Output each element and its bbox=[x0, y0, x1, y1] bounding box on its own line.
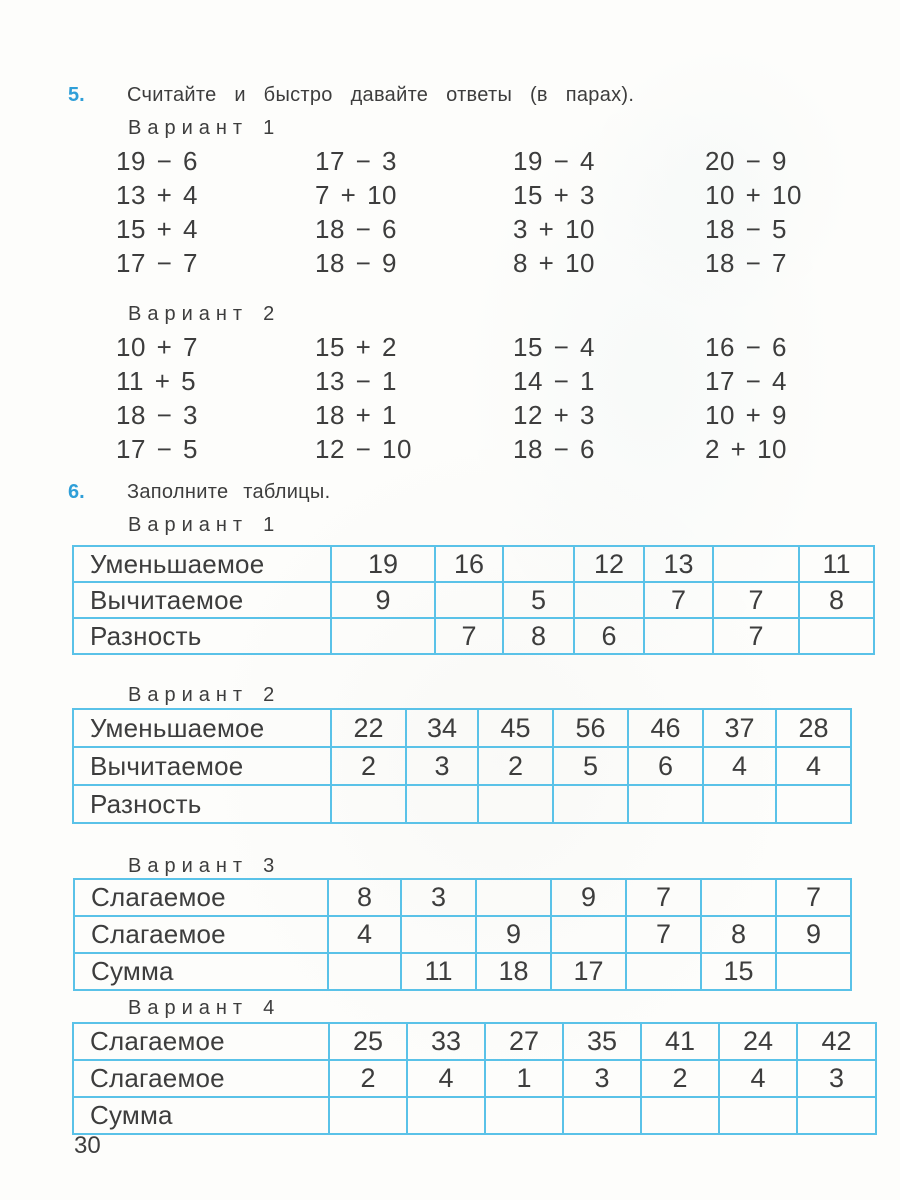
table-cell: 4 bbox=[703, 747, 776, 785]
table-cell: 9 bbox=[331, 582, 435, 618]
table-cell: 24 bbox=[719, 1023, 797, 1060]
table-cell: 7 bbox=[776, 879, 851, 916]
math-expression: 16 − 6 bbox=[705, 332, 788, 362]
table-cell bbox=[551, 916, 626, 953]
table-cell bbox=[574, 582, 644, 618]
math-expression: 18 − 6 bbox=[513, 434, 596, 464]
table-row bbox=[74, 953, 851, 990]
table-cell bbox=[478, 785, 553, 823]
table-row bbox=[73, 747, 851, 785]
table-cell bbox=[435, 582, 503, 618]
table-cell: 25 bbox=[329, 1023, 407, 1060]
variant-word: Вариант bbox=[128, 117, 249, 139]
fill-table-variant-4 bbox=[72, 1022, 877, 1135]
math-expression: 18 + 1 bbox=[315, 400, 398, 430]
math-expression: 20 − 9 bbox=[705, 146, 788, 176]
math-expression: 12 − 10 bbox=[315, 434, 412, 464]
table-cell bbox=[476, 879, 551, 916]
table-cell: 4 bbox=[328, 916, 401, 953]
table-cell: 11 bbox=[799, 546, 874, 582]
exercise-5-number: 5. bbox=[68, 84, 85, 106]
table-cell: 9 bbox=[476, 916, 551, 953]
table-cell: 5 bbox=[503, 582, 574, 618]
table-cell: 3 bbox=[401, 879, 476, 916]
math-expression: 17 − 3 bbox=[315, 146, 398, 176]
math-expression: 10 + 9 bbox=[705, 400, 788, 430]
math-expression: 13 + 4 bbox=[116, 180, 199, 210]
table-cell bbox=[719, 1097, 797, 1134]
table-variant-3-label bbox=[128, 855, 280, 878]
variant-number: 3 bbox=[263, 855, 281, 877]
math-expression: 19 − 6 bbox=[116, 146, 199, 176]
variant-1-label bbox=[128, 117, 280, 140]
variant-word: Вариант bbox=[128, 684, 249, 706]
math-expression: 12 + 3 bbox=[513, 400, 596, 430]
row-label: Вычитаемое bbox=[73, 582, 331, 618]
table-cell bbox=[328, 953, 401, 990]
table-cell bbox=[641, 1097, 719, 1134]
table-cell: 46 bbox=[628, 709, 703, 747]
variant-number: 4 bbox=[263, 997, 281, 1019]
fill-table-variant-1 bbox=[72, 545, 875, 655]
table-cell: 9 bbox=[776, 916, 851, 953]
table-cell bbox=[329, 1097, 407, 1134]
table-cell: 8 bbox=[503, 618, 574, 654]
table-cell bbox=[799, 618, 874, 654]
table-cell bbox=[713, 546, 799, 582]
row-label: Уменьшаемое bbox=[73, 546, 331, 582]
exercise-5-header bbox=[68, 84, 634, 107]
math-expression: 10 + 10 bbox=[705, 180, 802, 210]
table-cell: 16 bbox=[435, 546, 503, 582]
table-cell bbox=[331, 618, 435, 654]
table-cell: 7 bbox=[626, 916, 701, 953]
table-row bbox=[73, 618, 874, 654]
table-cell: 2 bbox=[331, 747, 406, 785]
math-expression: 3 + 10 bbox=[513, 214, 596, 244]
table-cell: 28 bbox=[776, 709, 851, 747]
row-label: Слагаемое bbox=[73, 1023, 329, 1060]
variant-number: 2 bbox=[263, 303, 281, 325]
table-cell: 6 bbox=[574, 618, 644, 654]
row-label: Разность bbox=[73, 618, 331, 654]
math-expression: 7 + 10 bbox=[315, 180, 398, 210]
row-label: Разность bbox=[73, 785, 331, 823]
row-label: Сумма bbox=[73, 1097, 329, 1134]
variant-word: Вариант bbox=[128, 855, 249, 877]
table-cell: 27 bbox=[485, 1023, 563, 1060]
table-cell: 4 bbox=[719, 1060, 797, 1097]
table-cell: 17 bbox=[551, 953, 626, 990]
math-expression: 18 − 7 bbox=[705, 248, 788, 278]
table-cell bbox=[485, 1097, 563, 1134]
table-cell: 19 bbox=[331, 546, 435, 582]
math-expression: 15 + 4 bbox=[116, 214, 199, 244]
table-cell: 37 bbox=[703, 709, 776, 747]
table-cell bbox=[503, 546, 574, 582]
table-cell bbox=[563, 1097, 641, 1134]
row-label: Слагаемое bbox=[74, 879, 328, 916]
table-cell: 3 bbox=[563, 1060, 641, 1097]
variant-number: 1 bbox=[263, 514, 281, 536]
table-row bbox=[73, 1060, 876, 1097]
math-expression: 18 − 5 bbox=[705, 214, 788, 244]
math-expression: 17 − 4 bbox=[705, 366, 788, 396]
table-cell: 2 bbox=[478, 747, 553, 785]
table-cell: 15 bbox=[701, 953, 776, 990]
math-expression: 13 − 1 bbox=[315, 366, 398, 396]
table-cell bbox=[406, 785, 478, 823]
row-label: Сумма bbox=[74, 953, 328, 990]
table-cell: 18 bbox=[476, 953, 551, 990]
table-cell: 7 bbox=[713, 582, 799, 618]
table-cell: 7 bbox=[626, 879, 701, 916]
table-cell: 5 bbox=[553, 747, 628, 785]
math-expression: 17 − 5 bbox=[116, 434, 199, 464]
row-label: Слагаемое bbox=[73, 1060, 329, 1097]
table-cell: 7 bbox=[435, 618, 503, 654]
math-expression: 18 − 6 bbox=[315, 214, 398, 244]
table-row bbox=[73, 785, 851, 823]
table-cell bbox=[401, 916, 476, 953]
table-cell bbox=[628, 785, 703, 823]
exercise-6-number: 6. bbox=[68, 481, 85, 503]
table-cell: 4 bbox=[776, 747, 851, 785]
variant-number: 1 bbox=[263, 117, 281, 139]
table-cell bbox=[776, 953, 851, 990]
table-row bbox=[73, 709, 851, 747]
exercise-6-header bbox=[68, 481, 330, 504]
table-cell: 22 bbox=[331, 709, 406, 747]
table-cell: 41 bbox=[641, 1023, 719, 1060]
table-cell: 3 bbox=[797, 1060, 876, 1097]
exercise-5-title: Считайте и быстро давайте ответы (в парах). bbox=[127, 84, 635, 106]
math-expression: 17 − 7 bbox=[116, 248, 199, 278]
table-cell bbox=[797, 1097, 876, 1134]
table-cell: 6 bbox=[628, 747, 703, 785]
fill-table-variant-3 bbox=[73, 878, 852, 991]
table-row bbox=[73, 546, 874, 582]
table-cell bbox=[703, 785, 776, 823]
math-expression: 10 + 7 bbox=[116, 332, 199, 362]
table-cell: 8 bbox=[799, 582, 874, 618]
math-expression: 15 + 2 bbox=[315, 332, 398, 362]
table-variant-4-label bbox=[128, 997, 280, 1020]
table-cell bbox=[776, 785, 851, 823]
table-cell: 35 bbox=[563, 1023, 641, 1060]
row-label: Вычитаемое bbox=[73, 747, 331, 785]
math-expression: 8 + 10 bbox=[513, 248, 596, 278]
fill-table-variant-2 bbox=[72, 708, 852, 824]
table-cell: 45 bbox=[478, 709, 553, 747]
table-cell bbox=[407, 1097, 485, 1134]
table-cell: 33 bbox=[407, 1023, 485, 1060]
table-row bbox=[74, 879, 851, 916]
math-expression: 15 + 3 bbox=[513, 180, 596, 210]
exercise-6-title: Заполните таблицы. bbox=[127, 481, 331, 503]
table-cell bbox=[331, 785, 406, 823]
variant-word: Вариант bbox=[128, 303, 249, 325]
table-cell: 34 bbox=[406, 709, 478, 747]
table-cell: 13 bbox=[644, 546, 713, 582]
table-cell: 56 bbox=[553, 709, 628, 747]
table-cell: 11 bbox=[401, 953, 476, 990]
row-label: Уменьшаемое bbox=[73, 709, 331, 747]
table-cell bbox=[553, 785, 628, 823]
math-expression: 15 − 4 bbox=[513, 332, 596, 362]
table-cell bbox=[701, 879, 776, 916]
table-cell: 3 bbox=[406, 747, 478, 785]
table-variant-2-label bbox=[128, 684, 280, 707]
table-cell: 8 bbox=[701, 916, 776, 953]
table-cell: 7 bbox=[644, 582, 713, 618]
table-variant-1-label bbox=[128, 514, 280, 537]
math-expression: 19 − 4 bbox=[513, 146, 596, 176]
table-cell bbox=[644, 618, 713, 654]
page-number: 30 bbox=[74, 1132, 101, 1159]
table-cell bbox=[626, 953, 701, 990]
math-expression: 2 + 10 bbox=[705, 434, 788, 464]
variant-word: Вариант bbox=[128, 514, 249, 536]
table-cell: 9 bbox=[551, 879, 626, 916]
table-cell: 7 bbox=[713, 618, 799, 654]
table-cell: 2 bbox=[329, 1060, 407, 1097]
table-row bbox=[73, 1023, 876, 1060]
math-expression: 11 + 5 bbox=[116, 366, 197, 396]
table-cell: 4 bbox=[407, 1060, 485, 1097]
table-row bbox=[74, 916, 851, 953]
table-row bbox=[73, 1097, 876, 1134]
variant-word: Вариант bbox=[128, 997, 249, 1019]
variant-2-label bbox=[128, 303, 280, 326]
table-cell: 12 bbox=[574, 546, 644, 582]
variant-number: 2 bbox=[263, 684, 281, 706]
table-cell: 42 bbox=[797, 1023, 876, 1060]
row-label: Слагаемое bbox=[74, 916, 328, 953]
table-cell: 2 bbox=[641, 1060, 719, 1097]
math-expression: 18 − 3 bbox=[116, 400, 199, 430]
math-expression: 14 − 1 bbox=[513, 366, 596, 396]
table-row bbox=[73, 582, 874, 618]
math-expression: 18 − 9 bbox=[315, 248, 398, 278]
table-cell: 1 bbox=[485, 1060, 563, 1097]
table-cell: 8 bbox=[328, 879, 401, 916]
